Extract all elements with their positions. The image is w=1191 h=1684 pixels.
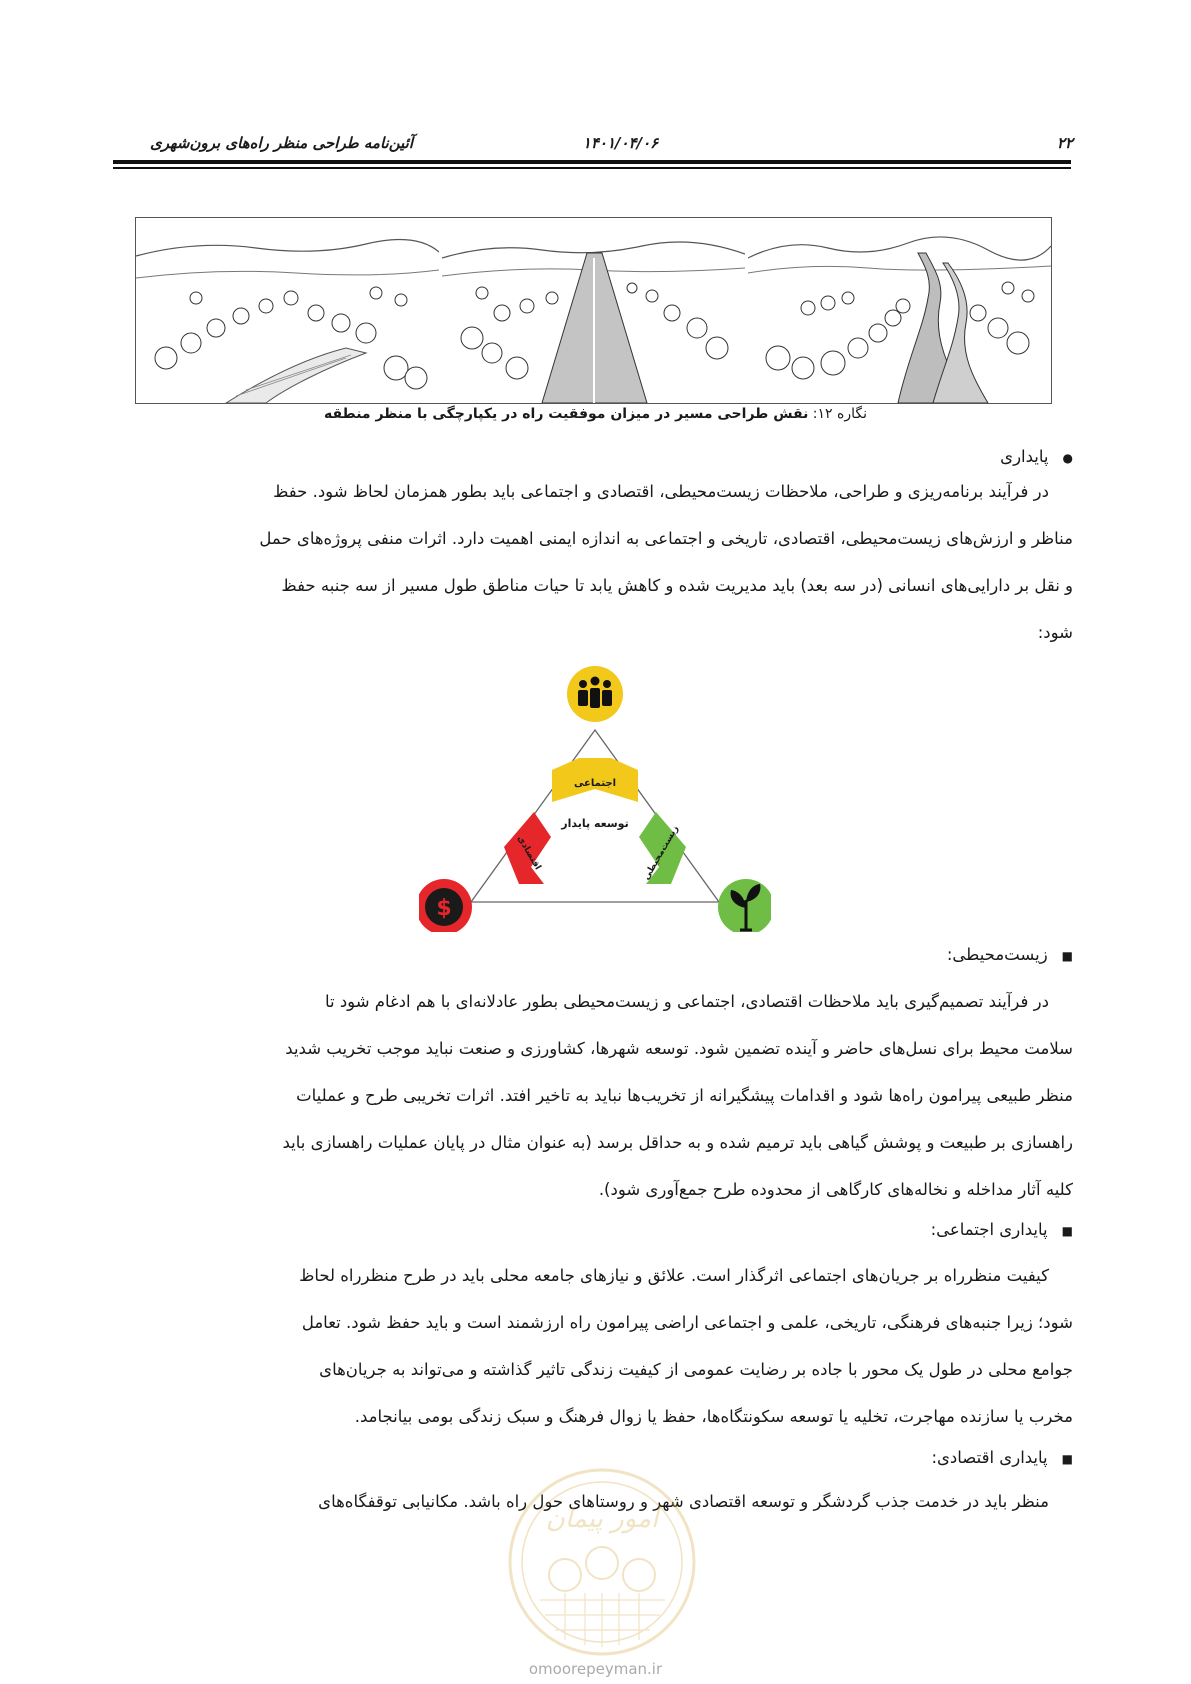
- environmental-paragraph: [133, 978, 1073, 1213]
- header-title: آئین‌نامه طراحی منظر راه‌های برون‌شهری: [150, 134, 413, 152]
- watermark-seal: [505, 1465, 700, 1660]
- social-paragraph: [133, 1252, 1073, 1440]
- bullet-square-icon: ■: [1061, 949, 1073, 963]
- paragraph-line: در فرآیند تصمیم‌گیری باید ملاحظات اقتصادی، اجتماعی و زیست‌محیطی بطور عادلانه‌ای با هم ادغام شود تا: [324, 992, 1049, 1011]
- environmental-heading-text: زیست‌محیطی:: [946, 945, 1048, 964]
- paragraph-line: راهسازی بر طبیعت و پوشش گیاهی باید ترمیم شده و به حداقل برسد (به عنوان مثال در پایان عملیات راهسازی باید: [282, 1133, 1073, 1152]
- economic-heading-text: پایداری اقتصادی:: [931, 1448, 1048, 1467]
- bullet-square-icon: ■: [1061, 1224, 1073, 1238]
- economic-dollar-icon: [419, 879, 472, 932]
- seal-lettering: امور پیمان: [545, 1504, 659, 1534]
- social-label: اجتماعی: [573, 778, 617, 789]
- paragraph-line: شود؛ زیرا جنبه‌های فرهنگی، تاریخی، علمی و اجتماعی اراضی پیرامون راه ارزشمند است و باید حفظ شود. تعامل: [301, 1313, 1073, 1332]
- curved-road-sketch: [748, 218, 1051, 403]
- natural-landscape-sketch: [136, 218, 439, 403]
- paragraph-line: منظر باید در خدمت جذب گردشگر و توسعه اقتصادی شهر و روستاهای حول راه باشد. مکانیابی توقفگاه‌های: [318, 1492, 1049, 1511]
- center-label: توسعه پایدار: [561, 817, 629, 830]
- header-rule-thin: [113, 167, 1071, 169]
- page-number: ۲۲: [1056, 134, 1073, 152]
- bullet-square-icon: ■: [1061, 1452, 1073, 1466]
- sustainability-heading-text: پایداری: [1000, 447, 1049, 466]
- road-alignment-illustration: [135, 217, 1052, 404]
- caption-prefix: نگاره ۱۲:: [808, 406, 868, 422]
- paragraph-line: مناظر و ارزش‌های زیست‌محیطی، اقتصادی، تاریخی و اجتماعی به اندازه ایمنی اهمیت دارد. اثرات منفی پروژه‌های حمل: [259, 529, 1073, 548]
- paragraph-line: منظر طبیعی پیرامون راه‌ها شود و اقدامات پیشگیرانه از تخریب‌ها نباید به تاخیر افتد. اثرات تخریبی طرح و عملیات: [296, 1086, 1073, 1105]
- economic-label: اقتصادی: [514, 834, 543, 872]
- social-people-icon: [567, 666, 623, 722]
- paragraph-line: شود:: [1037, 623, 1073, 642]
- paragraph-line: جوامع محلی در طول یک محور با جاده بر رضایت عمومی از کیفیت زندگی تاثیر گذاشته و می‌تواند به جریان‌های: [319, 1360, 1073, 1379]
- paragraph-line: در فرآیند برنامه‌ریزی و طراحی، ملاحظات زیست‌محیطی، اقتصادی و اجتماعی باید بطور همزمان لحاظ شود. حفظ: [273, 482, 1049, 501]
- paragraph-line: مخرب یا سازنده مهاجرت، تخلیه یا توسعه سکونتگاه‌ها، حفظ یا زوال فرهنگ و سبک زندگی بومی بیانجامد.: [354, 1407, 1073, 1426]
- environmental-plant-icon: [718, 879, 771, 932]
- watermark-site: omoorepeyman.ir: [528, 1660, 663, 1678]
- environmental-label: زیست‌محیطی: [641, 824, 681, 882]
- header-date: ۱۴۰۱/۰۴/۰۶: [582, 134, 659, 152]
- social-heading-text: پایداری اجتماعی:: [930, 1220, 1048, 1239]
- paragraph-line: و نقل بر دارایی‌های انسانی (در سه بعد) باید مدیریت شده و کاهش یابد تا حیات مناطق طول مسیر از سه جنبه حفظ: [281, 576, 1073, 595]
- paragraph-line: کیفیت منظرراه بر جریان‌های اجتماعی اثرگذار است. علائق و نیازهای جامعه محلی باید در طرح منظرراه لحاظ: [299, 1266, 1049, 1285]
- straight-road-sketch: [442, 218, 745, 403]
- triangle-outline: [471, 730, 719, 902]
- caption-text: نقش طراحی مسیر در میزان موفقیت راه در یکپارچگی با منظر منطقه: [323, 406, 809, 422]
- header-rule-thick: [113, 160, 1071, 164]
- bullet-dot-icon: ●: [1062, 451, 1073, 465]
- sustainable-development-diagram: [419, 662, 771, 932]
- social-heading: [931, 1215, 1073, 1246]
- economic-heading: [931, 1443, 1073, 1474]
- environmental-heading: [947, 940, 1073, 971]
- paragraph-line: کلیه آثار مداخله و نخاله‌های کارگاهی از محدوده طرح جمع‌آوری شود).: [598, 1180, 1073, 1199]
- sustainability-paragraph: [133, 468, 1073, 656]
- paragraph-line: سلامت محیط برای نسل‌های حاضر و آینده تضمین شود. توسعه شهرها، کشاورزی و صنعت نباید موجب تخریب شدید: [285, 1039, 1073, 1058]
- figure-caption: [0, 406, 1191, 422]
- svg-text:$: $: [436, 896, 452, 921]
